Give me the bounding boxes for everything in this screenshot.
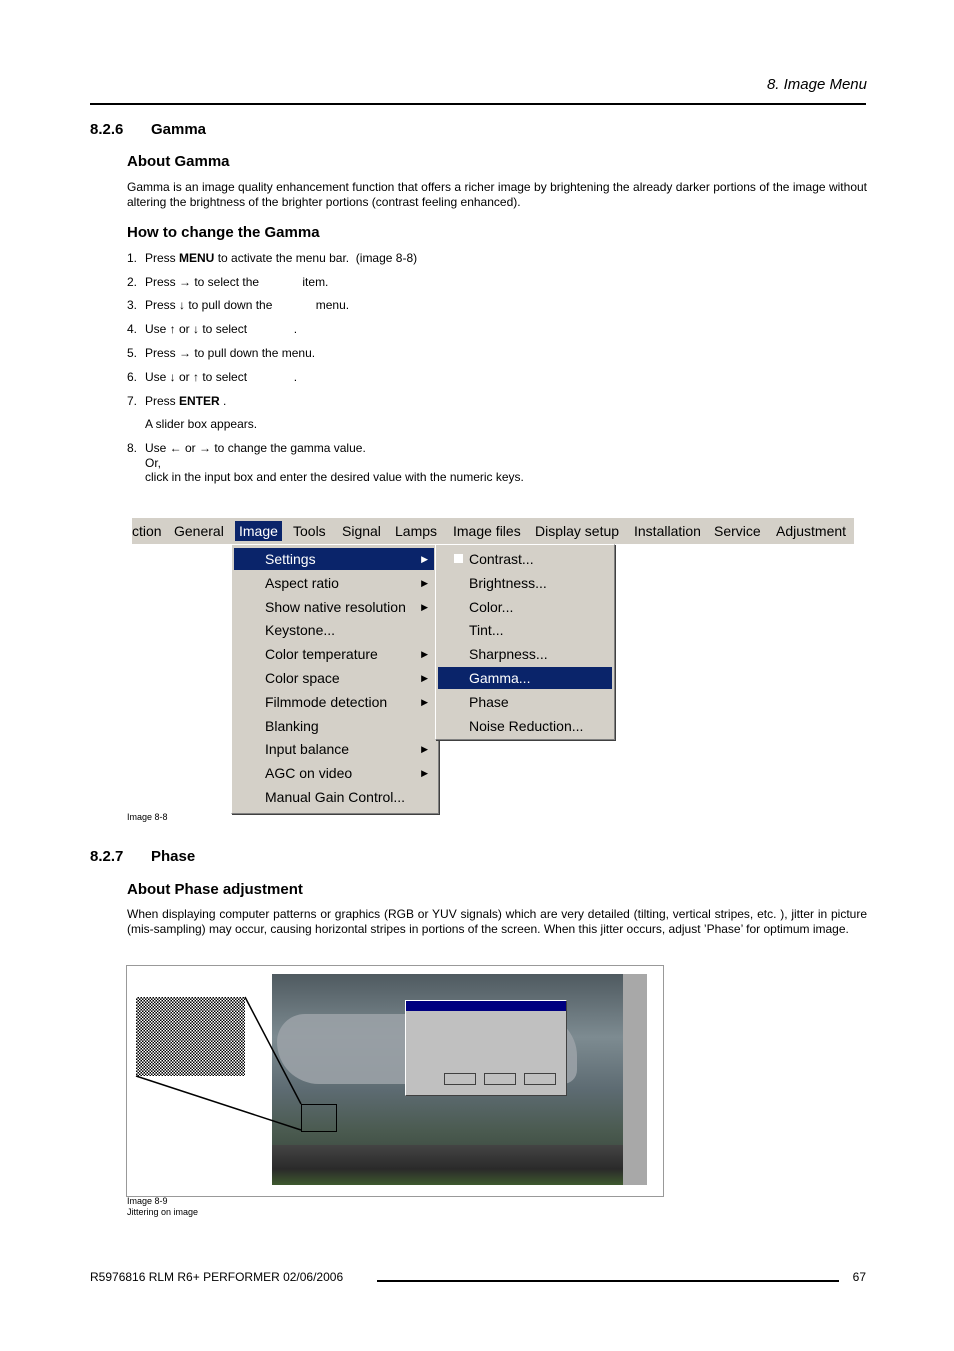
step-1: 1. Press MENU to activate the menu bar. (image 8-8) xyxy=(127,251,418,265)
submenu-arrow-icon: ▶ xyxy=(421,577,428,588)
image-menu-item-manual-gain-control[interactable]: Manual Gain Control... xyxy=(265,789,406,805)
settings-item-color[interactable]: Color... xyxy=(469,598,514,615)
image-menu-item-color-space[interactable]: Color space ▶ xyxy=(234,667,434,689)
submenu-arrow-icon: ▶ xyxy=(421,601,428,612)
checkbox-icon xyxy=(454,554,463,563)
settings-item-phase[interactable]: Phase xyxy=(469,693,509,710)
about-phase-heading: About Phase adjustment xyxy=(127,881,303,898)
settings-item-gamma[interactable]: Gamma... xyxy=(438,667,612,689)
settings-item-contrast[interactable]: Contrast... xyxy=(438,548,612,570)
menu-screenshot xyxy=(132,518,854,814)
menu-bar xyxy=(132,518,854,544)
menubar-item-tools[interactable]: Tools xyxy=(293,523,326,539)
howto-heading: How to change the Gamma xyxy=(127,224,320,241)
submenu-arrow-icon: ▶ xyxy=(421,649,428,660)
header-rule xyxy=(90,103,866,105)
zoom-callout-lines xyxy=(127,966,663,1196)
submenu-arrow-icon: ▶ xyxy=(421,744,428,755)
footer-doc-id: R5976816 RLM R6+ PERFORMER 02/06/2006 xyxy=(90,1270,344,1284)
menubar-item-adjustment[interactable]: Adjustment xyxy=(776,523,847,539)
step-2: 2. Press → to select the item. xyxy=(127,275,329,289)
image-menu-item-keystone[interactable]: Keystone... xyxy=(265,622,336,639)
settings-item-sharpness[interactable]: Sharpness... xyxy=(469,646,548,663)
page-number: 67 xyxy=(852,1270,866,1284)
step-5: 5. Press → to pull down the menu. xyxy=(127,346,316,360)
image-menu-item-input-balance[interactable]: Input balance ▶ xyxy=(234,738,434,760)
submenu-arrow-icon: ▶ xyxy=(421,554,428,564)
step-7: 7. Press ENTER . xyxy=(127,394,227,408)
image-menu-item-filmmode-detection[interactable]: Filmmode detection ▶ xyxy=(234,691,434,713)
submenu-arrow-icon: ▶ xyxy=(421,696,428,707)
menubar-item-installation[interactable]: Installation xyxy=(634,523,701,539)
section-title: Gamma xyxy=(151,121,207,138)
menubar-item-general[interactable]: General xyxy=(174,523,224,539)
about-gamma-text: Gamma is an image quality enhancement function that offers a richer image by brightening the already darker portions of the image without altering the brightness of the brighter portions (contrast feeling enhanced). xyxy=(127,180,867,209)
menubar-item-ction[interactable]: ction xyxy=(132,523,162,539)
footer-rule xyxy=(377,1280,839,1282)
submenu-arrow-icon: ▶ xyxy=(421,768,428,779)
step-6: 6. Use ↓ or ↑ to select . xyxy=(127,370,298,384)
settings-item-tint[interactable]: Tint... xyxy=(469,622,504,639)
step-4: 4. Use ↑ or ↓ to select . xyxy=(127,322,298,336)
menubar-item-lamps[interactable]: Lamps xyxy=(395,523,438,539)
image-caption-8-9: Image 8-9 Jittering on image xyxy=(127,1196,199,1217)
section-number: 8.2.7 xyxy=(90,848,124,865)
image-menu-item-show-native-resolution[interactable]: Show native resolution ▶ xyxy=(234,596,434,618)
menubar-item-image-files[interactable]: Image files xyxy=(453,523,521,539)
section-number: 8.2.6 xyxy=(90,121,124,138)
jitter-screenshot xyxy=(126,965,664,1197)
image-menu-item-blanking[interactable]: Blanking xyxy=(265,717,319,734)
image-menu-item-agc-on-video[interactable]: AGC on video ▶ xyxy=(234,762,434,784)
submenu-arrow-icon: ▶ xyxy=(421,673,428,683)
menubar-item-image[interactable]: Image xyxy=(235,521,282,541)
image-menu-item-aspect-ratio[interactable]: Aspect ratio ▶ xyxy=(234,572,434,594)
image-caption-8-8: Image 8-8 xyxy=(127,812,168,822)
section-title: Phase xyxy=(151,848,196,865)
chapter-header: 8. Image Menu xyxy=(766,76,867,93)
slider-note: A slider box appears. xyxy=(145,417,258,431)
section-heading-phase xyxy=(90,848,195,865)
section-heading-gamma xyxy=(90,121,206,138)
image-menu-dropdown xyxy=(231,544,439,814)
step-8-line3: click in the input box and enter the desired value with the numeric keys. xyxy=(145,470,524,484)
about-gamma-heading: About Gamma xyxy=(127,153,230,170)
image-menu-item-color-temperature[interactable]: Color temperature ▶ xyxy=(234,643,434,665)
menubar-item-service[interactable]: Service xyxy=(714,523,761,539)
step-8: 8. Use ← or → to change the gamma value. Or, click in the input box and enter the desired value with the numeric keys. xyxy=(127,441,524,484)
menubar-item-signal[interactable]: Signal xyxy=(342,523,381,539)
menubar-item-display-setup[interactable]: Display setup xyxy=(535,523,620,539)
settings-submenu xyxy=(435,544,615,740)
step-8-line1: Use ← or → to change the gamma value. xyxy=(145,441,366,455)
settings-item-brightness[interactable]: Brightness... xyxy=(469,574,547,591)
step-8-line2: Or, xyxy=(145,455,162,470)
about-phase-text: When displaying computer patterns or graphics (RGB or YUV signals) which are very detailed (tilting, vertical stripes, etc. ), jitter in picture (mis-sampling) may occur, causing horizontal stripes in portions of the screen. When this jitter occurs, adjust ’Phase’ for optimum image. xyxy=(127,907,867,936)
image-menu-item-settings[interactable]: Settings ▶ xyxy=(234,548,434,570)
step-3: 3. Press ↓ to pull down the menu. xyxy=(127,298,350,312)
settings-item-noise-reduction[interactable]: Noise Reduction... xyxy=(469,717,584,734)
